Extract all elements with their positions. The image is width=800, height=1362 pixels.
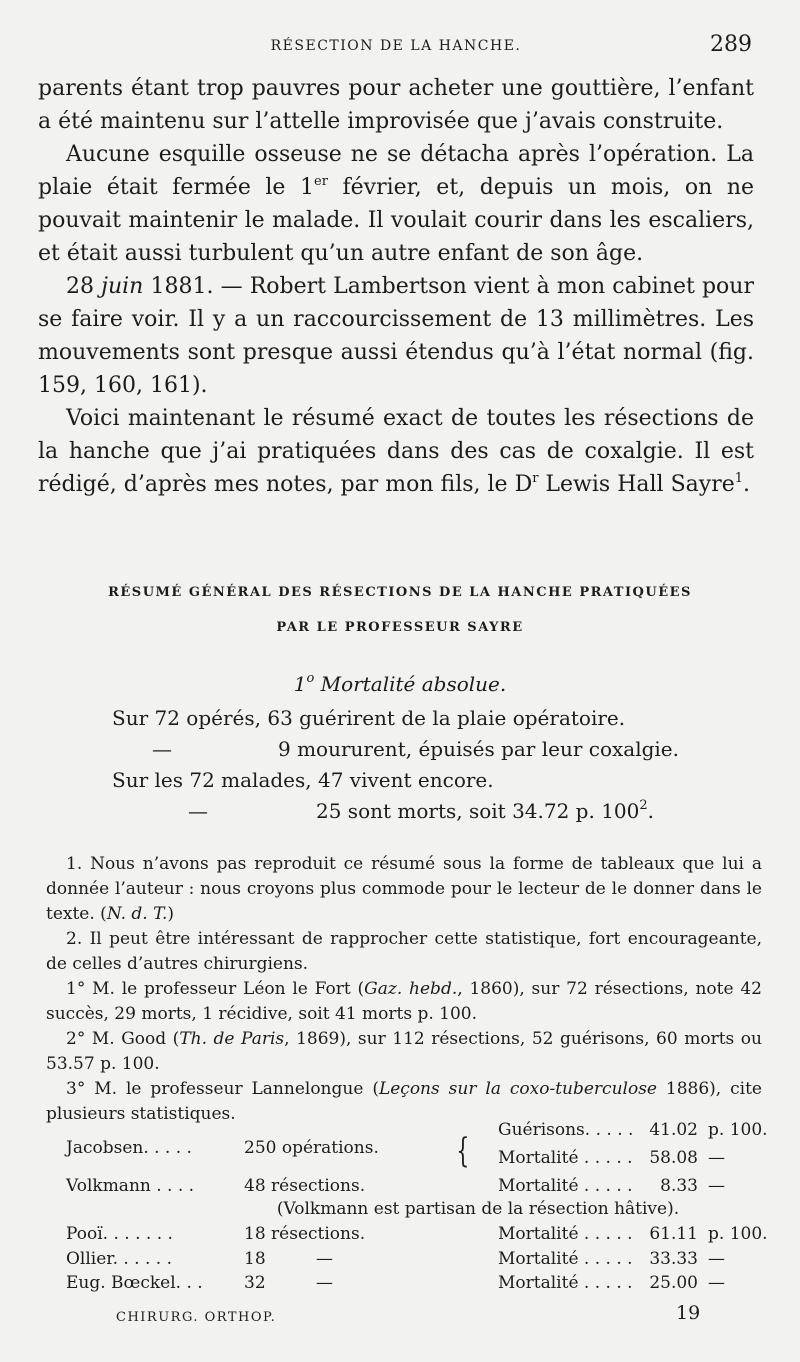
pooi-val: 61.11 [649, 1224, 698, 1244]
jacobsen-unit-1: p. 100. [708, 1120, 768, 1140]
paragraph-4 [38, 402, 754, 501]
section-subtitle: PAR LE PROFESSEUR SAYRE [276, 620, 524, 635]
boeckel-kind: Mortalité . . . . . [498, 1273, 633, 1293]
boeckel-val: 25.00 [649, 1273, 698, 1293]
volkmann-val: 8.33 [660, 1176, 698, 1196]
pooi-unit: p. 100. [708, 1224, 768, 1244]
signature-mark: CHIRURG. ORTHOP. [116, 1310, 277, 1325]
section-title: RÉSUMÉ GÉNÉRAL DES RÉSECTIONS DE LA HANCHE PRATIQUÉES [108, 585, 692, 600]
item-2-text-a: 2° M. Good ( [66, 1029, 180, 1049]
item-1-source: Gaz. hebd. [364, 979, 458, 999]
table-note-row [66, 1199, 766, 1225]
paragraph-3 [38, 270, 754, 402]
boeckel-count: 32 [244, 1273, 266, 1293]
item-3-text-a: 3° M. le professeur Lannelongue ( [66, 1079, 379, 1099]
item-1-text-b: , 1860), sur 72 résections, note 42 succès, 29 morts, 1 récidive, soit 41 morts p. 100. [46, 979, 762, 1024]
stat-line-2-dash: — [152, 737, 172, 761]
paragraph-3-date-day: 28 [66, 274, 102, 299]
footnote-1-text: 1. Nous n’avons pas reproduit ce résumé sous la forme de tableaux que lui a donnée l’auteur : nous croyons plus commode pour le lecteur de le donner dans le texte. ( [46, 854, 762, 924]
boeckel-name: Eug. Bœckel. . . [66, 1273, 203, 1293]
paragraph-4-text-a: Voici maintenant le résumé exact de toutes les résections de la hanche que j’ai pratiquées dans des cas de coxalgie. Il est rédigé, d’après mes notes, par mon fils, le D [38, 406, 754, 497]
jacobsen-count: 250 opérations. [244, 1138, 379, 1158]
boeckel-dash: — [316, 1273, 333, 1293]
ollier-dash: — [316, 1249, 333, 1269]
page-header [40, 30, 752, 62]
item-3-text-b: 1886), cite plusieurs statistiques. [46, 1079, 762, 1124]
footnotes [46, 852, 762, 1127]
jacobsen-unit-2: — [708, 1148, 725, 1168]
brace: { [456, 1131, 470, 1171]
footnote-2: 2. Il peut être intéressant de rapprocher cette statistique, fort encourageante, de celles d’autres chirurgiens. [46, 929, 762, 974]
ollier-count: 18 [244, 1249, 266, 1269]
paragraph-3-text: 1881. — Robert Lambertson vient à mon cabinet pour se faire voir. Il y a un raccourcissement de 13 millimètres. Les mouvements sont presque aussi étendus qu’à l’état normal (fig. 159, 160, 161). [38, 274, 754, 398]
volkmann-note: (Volkmann est partisan de la résection hâtive). [276, 1199, 680, 1219]
paragraph-2-text-b: février, et, depuis un mois, on ne pouvait maintenir le malade. Il voulait courir dans les escaliers, et était aussi turbulent qu’un autre enfant de son âge. [38, 175, 755, 266]
volkmann-name: Volkmann . . . . [66, 1176, 195, 1196]
stat-line-1: Sur 72 opérés, 63 guérirent de la plaie opératoire. [112, 706, 626, 730]
stat-line-4-end: . [647, 799, 655, 823]
ollier-kind: Mortalité . . . . . [498, 1249, 633, 1269]
volkmann-unit: — [708, 1176, 725, 1196]
footnote-1 [46, 852, 762, 927]
table-row [66, 1224, 766, 1250]
jacobsen-kind-1: Guérisons. . . . . [498, 1120, 634, 1140]
table-row [66, 1273, 766, 1299]
paragraph-2 [38, 138, 754, 270]
item-2-source: Th. de Paris [179, 1029, 285, 1049]
heading-degree: o [306, 671, 315, 686]
volkmann-kind: Mortalité . . . . . [498, 1176, 633, 1196]
footnote-ref-2: 2 [639, 798, 648, 813]
paragraph-4-text-c: . [743, 472, 751, 497]
heading-text: Mortalité absolue. [314, 672, 507, 696]
sheet-number: 19 [676, 1302, 701, 1324]
item-3-source: Leçons sur la coxo-tuberculose [378, 1079, 657, 1099]
paragraph-2-text-a: Aucune esquille osseuse ne se détacha après l’opération. La plaie était fermée le 1 [38, 142, 754, 200]
paragraph-4-text-b: Lewis Hall Sayre [538, 472, 735, 497]
running-title: RÉSECTION DE LA HANCHE. [270, 38, 522, 54]
footnote-2-item-2 [46, 1027, 762, 1077]
paragraph-3-date-month: juin [101, 274, 144, 299]
stat-line-3: Sur les 72 malades, 47 vivent encore. [112, 768, 494, 792]
table-row [66, 1249, 766, 1275]
item-1-text-a: 1° M. le professeur Léon le Fort ( [66, 979, 365, 999]
ollier-name: Ollier. . . . . . [66, 1249, 173, 1269]
footnote-1-end: ) [167, 904, 174, 924]
jacobsen-val-1: 41.02 [649, 1120, 698, 1140]
stat-line-4-dash: — [188, 799, 208, 823]
pooi-kind: Mortalité . . . . . [498, 1224, 633, 1244]
subsection-heading [0, 672, 800, 696]
pooi-count: 18 résections. [244, 1224, 366, 1244]
superscript-r: r [532, 471, 539, 486]
boeckel-unit: — [708, 1273, 725, 1293]
stat-line-4-text: 25 sont morts, soit 34.72 p. 100 [316, 799, 640, 823]
pooi-name: Pooï. . . . . . . [66, 1224, 173, 1244]
jacobsen-val-2: 58.08 [649, 1148, 698, 1168]
stat-line-4 [316, 799, 654, 823]
footnote-2-item-1 [46, 977, 762, 1027]
body-text [38, 72, 754, 501]
jacobsen-kind-2: Mortalité . . . . . [498, 1148, 633, 1168]
paragraph-1: parents étant trop pauvres pour acheter une gouttière, l’enfant a été maintenu sur l’attelle improvisée que j’avais construite. [38, 76, 754, 134]
item-2-text-b: , 1869), sur 112 résections, 52 guérisons, 60 morts ou 53.57 p. 100. [46, 1029, 762, 1074]
table-row [66, 1148, 766, 1174]
footnote-1-italic: N. d. T. [106, 904, 168, 924]
heading-number: 1 [293, 672, 307, 696]
stat-line-2: 9 moururent, épuisés par leur coxalgie. [278, 737, 679, 761]
volkmann-count: 48 résections. [244, 1176, 366, 1196]
ollier-unit: — [708, 1249, 725, 1269]
ollier-val: 33.33 [649, 1249, 698, 1269]
superscript-er: er [314, 174, 328, 189]
jacobsen-name: Jacobsen. . . . . [66, 1138, 192, 1158]
page-number: 289 [710, 32, 752, 57]
footnote-ref-1: 1 [734, 471, 744, 486]
